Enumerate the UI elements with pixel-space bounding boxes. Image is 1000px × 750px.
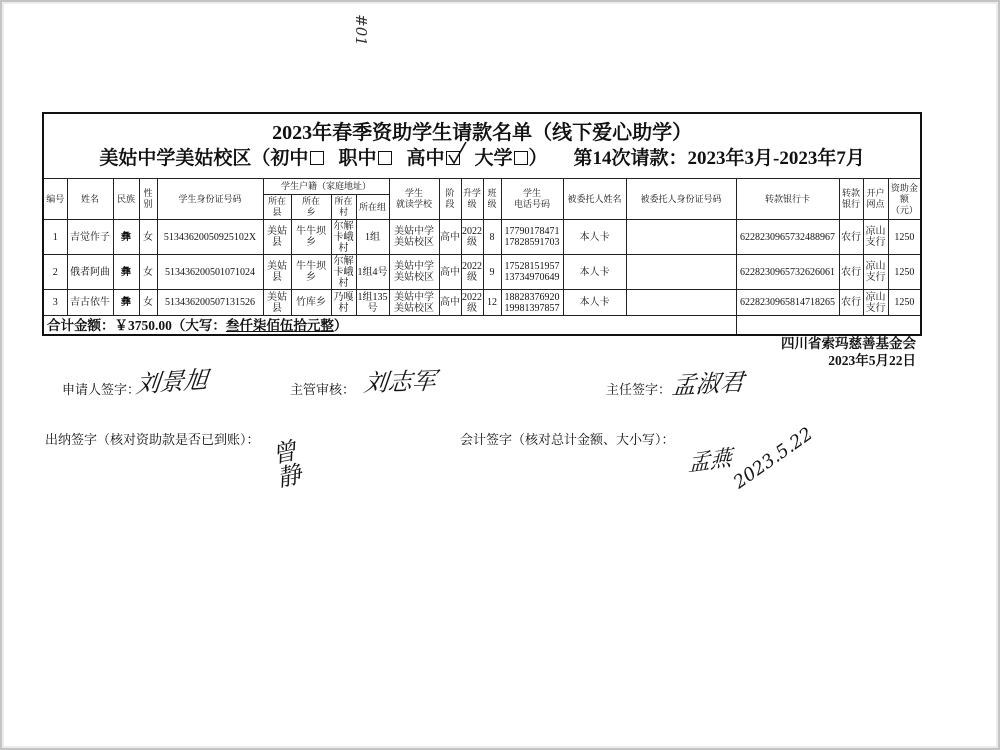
header-grade: 升学 级 (461, 179, 483, 220)
cell-bank-card: 6228230965732488967 (736, 220, 839, 255)
cell-group: 1组 (356, 220, 389, 255)
option-university (474, 145, 528, 173)
cell-class: 8 (483, 220, 501, 255)
cell-county: 美姑县 (263, 255, 291, 290)
cell-gender: 女 (139, 220, 157, 255)
header-county: 所在 县 (263, 195, 291, 220)
header-address-group: 学生户籍（家庭地址） (263, 179, 389, 195)
checkbox-icon (378, 151, 392, 165)
cell-trustee-name: 本人卡 (563, 255, 626, 290)
cell-bank: 农行 (839, 290, 863, 316)
request-list-table (42, 112, 922, 336)
total-capital-close: ） (333, 317, 348, 333)
header-group: 所在组 (356, 195, 389, 220)
cashier-signature: 曾静 (265, 437, 303, 491)
cell-phone: 18828376920 19981397857 (501, 290, 563, 316)
table-row (43, 290, 921, 316)
option-label: 初中 (270, 148, 309, 169)
cell-phone: 17790178471 17828591703 (501, 220, 563, 255)
title-row (43, 113, 921, 179)
header-school: 学生 就读学校 (389, 179, 439, 220)
accountant-signature-label: 会计签字（核对总计金额、大小写）： (460, 432, 675, 447)
header-row (43, 179, 921, 195)
cell-trustee-id (626, 255, 736, 290)
option-label: 职中 (338, 148, 377, 169)
checkbox-icon (514, 151, 528, 165)
total-amount-cell (43, 316, 736, 336)
cell-no: 3 (43, 290, 67, 316)
cell-branch: 凉山支行 (863, 290, 888, 316)
issuer-organization: 四川省索玛慈善基金会 (781, 336, 916, 351)
table-row (43, 220, 921, 255)
header-branch: 开户 网点 (863, 179, 888, 220)
cell-id-number: 513436200507131526 (157, 290, 263, 316)
cell-stage: 高中 (439, 255, 461, 290)
cell-bank-card: 6228230965814718265 (736, 290, 839, 316)
handwritten-file-mark: #01 (352, 14, 370, 46)
cell-name: 吉古依牛 (67, 290, 113, 316)
header-stage: 阶 段 (439, 179, 461, 220)
director-signature: 孟淑君 (670, 368, 746, 400)
cashier-signature-label: 出纳签字（核对资助款是否已到账）： (45, 432, 260, 447)
cell-grade: 2022级 (461, 220, 483, 255)
supervisor-review-label: 主管审核： (290, 382, 356, 397)
cell-group: 1组4号 (356, 255, 389, 290)
header-bank: 转款 银行 (839, 179, 863, 220)
option-label: 大学 (474, 148, 513, 169)
header-trustee-name: 被委托人姓名 (563, 179, 626, 220)
total-capital-open: （大写： (171, 317, 226, 333)
applicant-signature: 刘景旭 (134, 365, 210, 399)
header-gender: 性 别 (139, 179, 157, 220)
total-capital-amount: 叁仟柒佰伍拾元整 (225, 317, 334, 333)
option-senior-high (406, 145, 460, 173)
option-vocational (338, 145, 392, 173)
request-period: 第14次请款：2023年3月-2023年7月 (573, 148, 865, 169)
cell-id-number: 513436200501071024 (157, 255, 263, 290)
cell-name: 吉觉作子 (67, 220, 113, 255)
header-no: 编号 (43, 179, 67, 220)
cell-ethnicity: 彝 (113, 220, 139, 255)
cell-village: 尔解卡峨村 (331, 220, 356, 255)
cell-ethnicity: 彝 (113, 290, 139, 316)
header-amount: 资助金 额 （元） (888, 179, 921, 220)
cell-school: 美姑中学美姑校区 (389, 220, 439, 255)
cell-stage: 高中 (439, 220, 461, 255)
cell-trustee-id (626, 220, 736, 255)
header-phone: 学生 电话号码 (501, 179, 563, 220)
header-class: 班 级 (483, 179, 501, 220)
cell-village: 乃嘎村 (331, 290, 356, 316)
cell-amount: 1250 (888, 220, 921, 255)
header-ethnicity: 民族 (113, 179, 139, 220)
option-junior-high (270, 145, 324, 173)
cell-id-number: 51343620050925102X (157, 220, 263, 255)
accountant-signature: 孟燕 (687, 445, 733, 478)
header-village: 所在 村 (331, 195, 356, 220)
supervisor-signature: 刘志军 (362, 366, 438, 398)
director-signature-label: 主任签字： (606, 382, 672, 397)
header-name: 姓名 (67, 179, 113, 220)
cell-county: 美姑县 (263, 290, 291, 316)
total-label: 合计金额： (47, 317, 115, 333)
cell-township: 竹库乡 (291, 290, 331, 316)
applicant-signature-label: 申请人签字： (62, 382, 141, 397)
cell-grade: 2022级 (462, 291, 482, 314)
total-blank-cell (736, 316, 921, 336)
cell-village: 尔解卡峨村 (331, 255, 356, 290)
document-subtitle (44, 145, 920, 173)
accountant-signature-date: 2023.5.22 (729, 423, 817, 494)
cell-bank: 农行 (839, 255, 863, 290)
cell-branch: 凉山支行 (863, 220, 888, 255)
table-row (43, 255, 921, 290)
cell-gender: 女 (139, 290, 157, 316)
cell-grade: 2022级 (461, 255, 483, 290)
cell-class: 9 (483, 255, 501, 290)
cell-trustee-name: 本人卡 (563, 220, 626, 255)
cell-branch: 凉山支行 (863, 255, 888, 290)
issue-date: 2023年5月22日 (828, 353, 916, 368)
cell-no: 2 (43, 255, 67, 290)
header-id-number: 学生身份证号码 (157, 179, 263, 220)
cell-county: 美姑县 (263, 220, 291, 255)
cell-name: 俄者阿曲 (67, 255, 113, 290)
cell-bank: 农行 (839, 220, 863, 255)
cell-township: 牛牛坝乡 (291, 255, 331, 290)
cell-amount: 1250 (888, 290, 921, 316)
cell-no: 1 (43, 220, 67, 255)
cell-ethnicity: 彝 (113, 255, 139, 290)
cell-trustee-name: 本人卡 (563, 290, 626, 316)
header-township: 所在 乡 (291, 195, 331, 220)
cell-class: 12 (483, 290, 501, 316)
document-title: 2023年春季资助学生请款名单（线下爱心助学） (272, 122, 693, 144)
cell-bank-card: 6228230965732626061 (736, 255, 839, 290)
total-row (43, 316, 921, 336)
cell-school: 美姑中学美姑校区 (389, 255, 439, 290)
title-cell (43, 113, 921, 179)
checkbox-checked-icon (446, 151, 460, 165)
school-name: 美姑中学美姑校区（ (99, 148, 271, 169)
total-amount: ￥3750.00 (114, 317, 172, 333)
cell-group: 1组135号 (357, 291, 388, 314)
header-trustee-id: 被委托人身份证号码 (626, 179, 736, 220)
cell-gender: 女 (139, 255, 157, 290)
cell-amount: 1250 (888, 255, 921, 290)
checkbox-icon (310, 151, 324, 165)
cell-stage: 高中 (439, 290, 461, 316)
cell-phone: 17528151957 13734970649 (501, 255, 563, 290)
cell-school: 美姑中学美姑校区 (389, 290, 439, 316)
issuer-block (781, 335, 916, 369)
school-suffix: ） (528, 148, 548, 169)
cell-township: 牛牛坝乡 (291, 220, 331, 255)
cell-trustee-id (626, 290, 736, 316)
header-bank-card: 转款银行卡 (736, 179, 839, 220)
option-label: 高中 (406, 148, 445, 169)
